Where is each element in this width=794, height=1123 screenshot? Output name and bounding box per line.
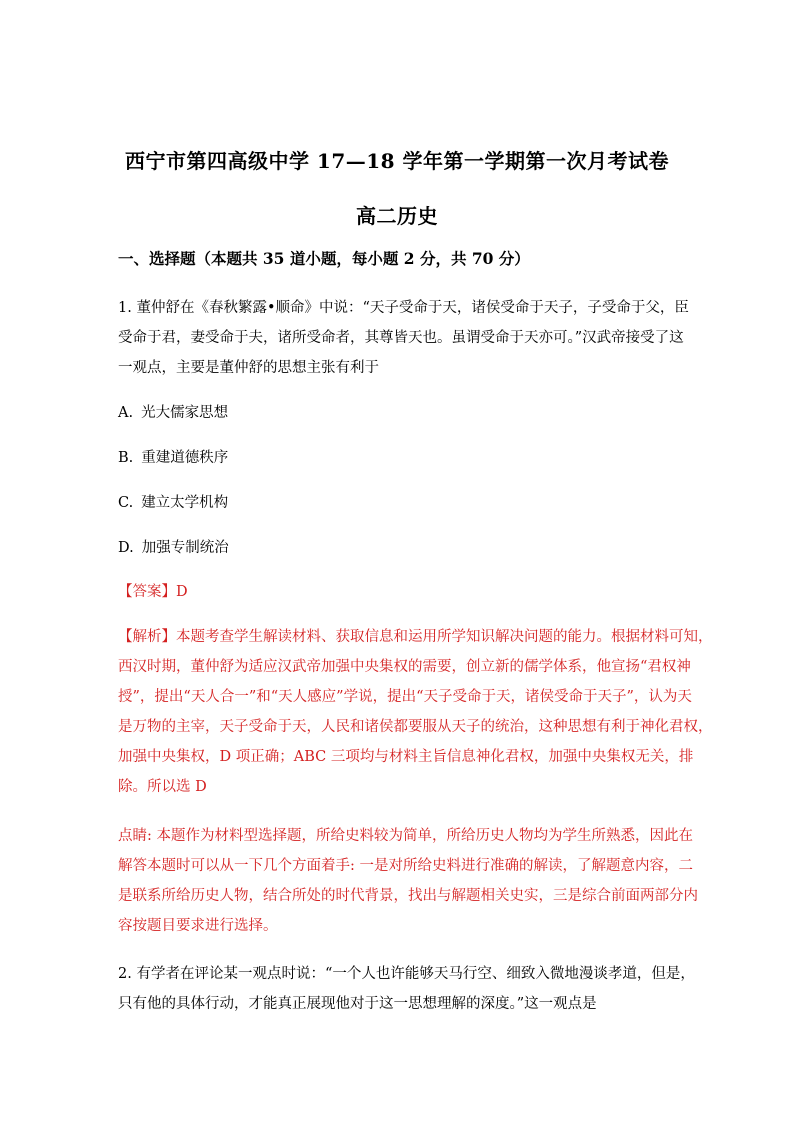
option-text: 建立太学机构 [141, 495, 229, 511]
q2-stem-line: 2. 有学者在评论某一观点时说：“一个人也许能够天马行空、细致入微地漫谈孝道，但是， [118, 966, 695, 982]
q1-analysis-line: 是万物的主宰，天子受命于天，人民和诸侯都要服从天子的统治，这种思想有利于神化君权， [118, 719, 713, 735]
q1-stem-line: 1. 董仲舒在《春秋繁露•顺命》中说：“天子受命于天，诸侯受命于天子，子受命于父，臣 [118, 300, 689, 316]
q1-comment-line: 是联系所给历史人物，结合所处的时代背景，找出与解题相关史实，三是综合前面两部分内 [118, 888, 698, 904]
q2-stem-line: 只有他的具体行动，才能真正展现他对于这一思想理解的深度。”这一观点是 [118, 996, 597, 1012]
q1-stem-line: 受命于君，妻受命于夫，诸所受命者，其尊皆天也。虽谓受命于天亦可。”汉武帝接受了这 [118, 330, 684, 346]
q1-option-d [118, 536, 229, 557]
exam-title: 西宁市第四高级中学 17—18 学年第一学期第一次月考试卷 [124, 149, 670, 173]
section-heading: 一、选择题（本题共 35 道小题，每小题 2 分，共 70 分） [118, 249, 530, 268]
q1-comment-line: 容按题目要求进行选择。 [118, 918, 278, 934]
q1-analysis-line: 加强中央集权，D 项正确；ABC 三项均与材料主旨信息神化君权，加强中央集权无关，排 [118, 749, 694, 765]
q1-stem-line: 一观点，主要是董仲舒的思想主张有利于 [118, 360, 379, 376]
option-letter: A. [118, 405, 134, 421]
q1-option-a [118, 401, 228, 422]
q1-option-c [118, 491, 228, 512]
option-text: 重建道德秩序 [141, 450, 229, 466]
exam-subtitle: 高二历史 [356, 204, 438, 228]
option-letter: D. [118, 540, 134, 556]
q1-analysis-line: 除。所以选 D [118, 779, 207, 795]
q1-analysis-line: 授”，提出“天人合一”和“天人感应”学说，提出“天子受命于天，诸侯受命于天子”，认为天 [118, 689, 692, 705]
q1-comment-line: 点睛: 本题作为材料型选择题，所给史料较为简单，所给历史人物均为学生所熟悉，因此在 [118, 828, 693, 844]
option-text: 加强专制统治 [141, 540, 229, 556]
q1-comment-line: 解答本题时可以从一下几个方面着手: 一是对所给史料进行准确的解读，了解题意内容，二 [118, 858, 693, 874]
option-text: 光大儒家思想 [141, 405, 229, 421]
q1-analysis-line: 西汉时期，董仲舒为适应汉武帝加强中央集权的需要，创立新的儒学体系，他宣扬“君权神 [118, 659, 691, 675]
q1-answer: 【答案】D [118, 584, 188, 600]
q1-option-b [118, 446, 228, 467]
q1-analysis-line: 【解析】本题考查学生解读材料、获取信息和运用所学知识解决问题的能力。根据材料可知， [118, 629, 713, 645]
option-letter: B. [118, 450, 134, 466]
option-letter: C. [118, 495, 134, 511]
